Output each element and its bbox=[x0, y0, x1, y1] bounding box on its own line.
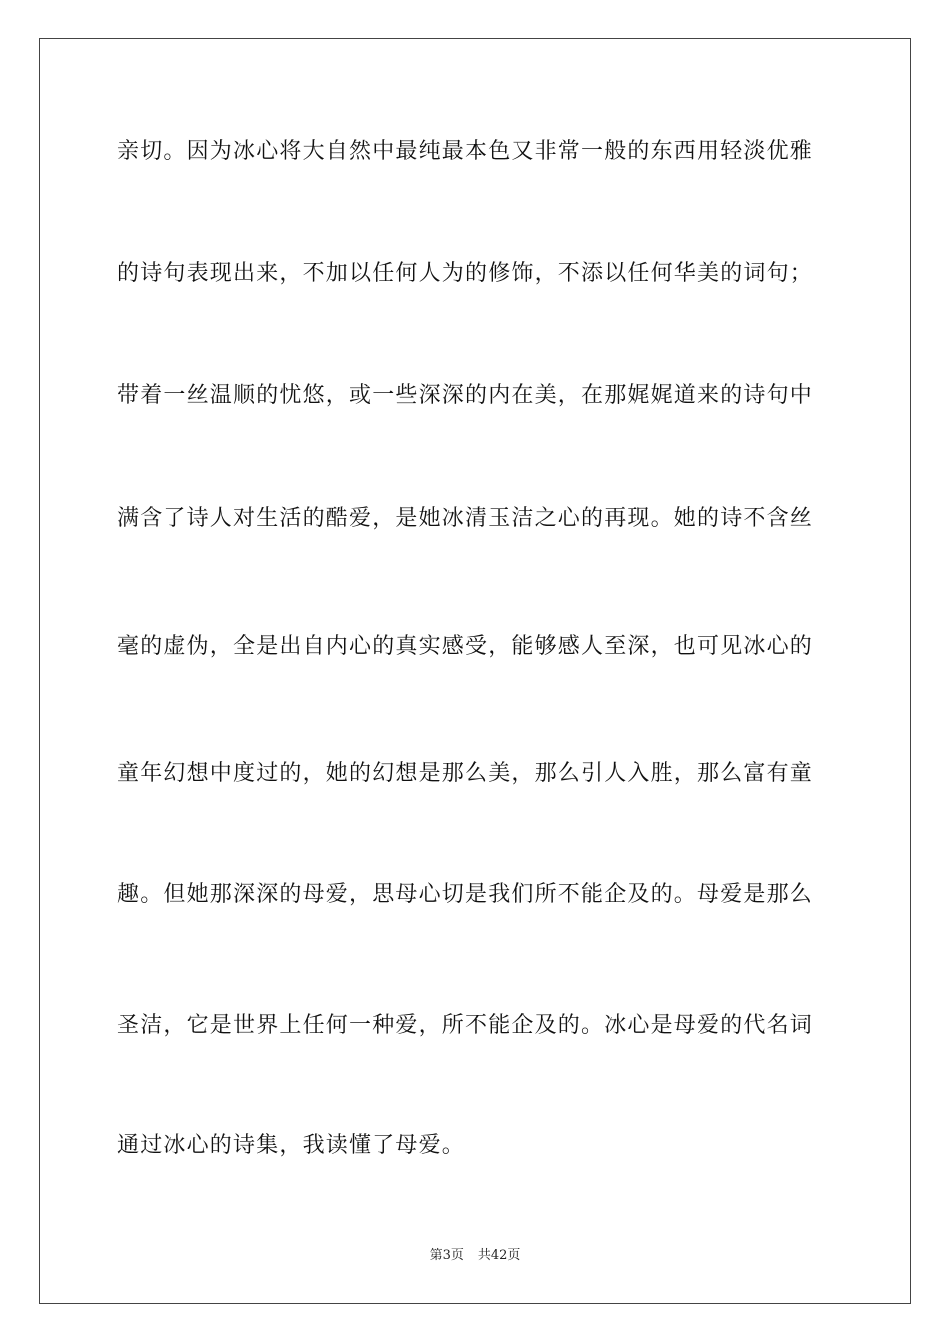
body-text-line-3: 带着一丝温顺的忧悠，或一些深深的内在美，在那娓娓道来的诗句中 bbox=[117, 383, 814, 408]
page-border bbox=[39, 38, 911, 1304]
body-text-line-8: 圣洁，它是世界上任何一种爱，所不能企及的。冰心是母爱的代名词 bbox=[117, 1013, 814, 1038]
body-text-line-6: 童年幻想中度过的，她的幻想是那么美，那么引人入胜，那么富有童 bbox=[117, 761, 814, 786]
page-number-total: 共42页 bbox=[477, 1248, 521, 1263]
body-text-line-4: 满含了诗人对生活的酷爱，是她冰清玉洁之心的再现。她的诗不含丝 bbox=[117, 506, 814, 531]
page-number-current: 第3页 bbox=[429, 1248, 464, 1263]
body-text-line-2: 的诗句表现出来，不加以任何人为的修饰，不添以任何华美的词句； bbox=[117, 261, 814, 286]
body-text-line-5: 毫的虚伪，全是出自内心的真实感受，能够感人至深，也可见冰心的 bbox=[117, 634, 814, 659]
body-text-line-7: 趣。但她那深深的母爱，思母心切是我们所不能企及的。母爱是那么 bbox=[117, 882, 814, 907]
body-text-line-1: 亲切。因为冰心将大自然中最纯最本色又非常一般的东西用轻淡优雅 bbox=[117, 139, 814, 164]
body-text-line-9: 通过冰心的诗集，我读懂了母爱。 bbox=[117, 1133, 466, 1158]
page-footer bbox=[0, 1247, 950, 1265]
